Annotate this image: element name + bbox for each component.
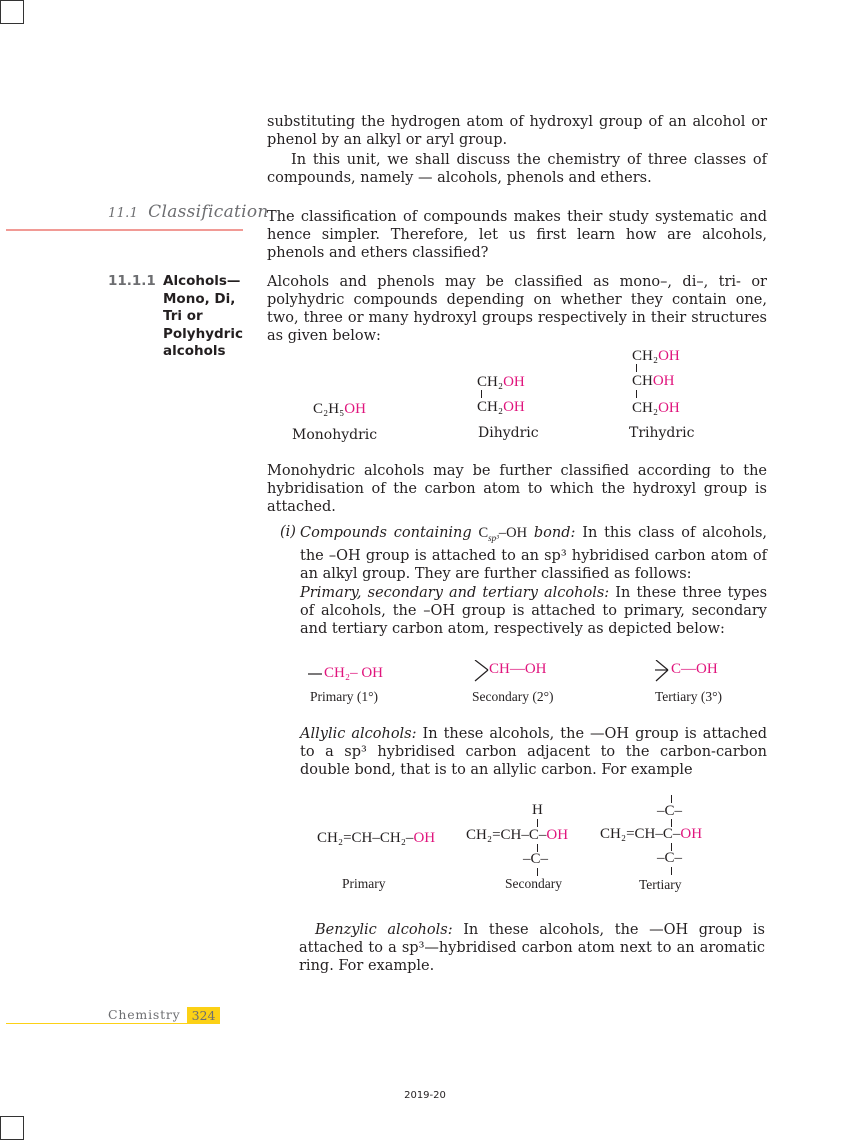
allylic-secondary-formula: CH₂=CH–C–OH xyxy=(466,827,569,843)
allylic-tertiary-branch-top: –C– xyxy=(657,803,683,819)
label-allylic-primary: Primary xyxy=(342,876,386,891)
subsection-number: 11.1.1 xyxy=(108,273,156,289)
section-rule xyxy=(6,229,243,231)
monohydric-formula: C₂H₅OH xyxy=(313,401,366,417)
dihydric-formula-bottom: CH₂OH xyxy=(477,399,525,415)
intro-paragraph-1: substituting the hydrogen atom of hydroxyl group of an alcohol or phenol by an alkyl or aryl group. xyxy=(267,114,767,148)
benzylic-rest: In these alcohols, the —OH group is attached to a sp³—hybridised carbon atom next to an aromatic ring. For example. xyxy=(299,922,765,974)
section-text: The classification of compounds makes their study systematic and hence simpler. Therefore, let us first learn how are alcohols, phenols and ethers classified? xyxy=(267,209,767,261)
subsection-title-line: Tri or xyxy=(163,308,203,324)
label-trihydric: Trihydric xyxy=(629,425,695,441)
bond-line xyxy=(671,867,672,875)
label-allylic-secondary: Secondary xyxy=(505,876,562,891)
further-classification-text: Monohydric alcohols may be further classified according to the hybridisation of the carbon atom to which the hydroxyl group is attached. xyxy=(267,463,767,515)
subsection-text: Alcohols and phenols may be classified as mono–, di–, tri- or polyhydric compounds depending on whether they contain one, two, three or many hydroxyl groups respectively in their structures as given below: xyxy=(267,274,767,344)
label-monohydric: Monohydric xyxy=(292,427,378,443)
bond-line xyxy=(537,819,538,827)
bond-line xyxy=(671,795,672,803)
item-i-text: Compounds containing $C_{sp^3}-OH$ bond: In this class of alcohols, the –OH group is attached to an sp³ hybridised carbon atom of an alkyl group. They are further classified as follows: Primary, secondary and tertiary alcohols: In these three types of alcohols, the –OH group is attached to primary, secondary and tertiary carbon atom, respectively as depicted below: xyxy=(300,525,768,637)
bond-line xyxy=(481,390,482,398)
trihydric-formula-bottom: CH₂OH xyxy=(632,400,680,416)
item-i-rest: In this class of alcohols, the –OH group is attached to an sp³ hybridised carbon atom of an alkyl group. They are further classified as follows: xyxy=(300,525,768,582)
subsection-title-line: alcohols xyxy=(163,343,226,359)
trihydric-formula-top: CH₂OH xyxy=(632,348,680,364)
section-title: Classification xyxy=(148,202,269,222)
section-heading xyxy=(108,202,269,222)
pst-lead: Primary, secondary and tertiary alcohols: xyxy=(300,584,610,601)
footer-page-number: 324 xyxy=(187,1007,220,1024)
primary-formula: CH₂– OH xyxy=(324,665,383,681)
crop-mark-top xyxy=(0,0,24,24)
subsection-title xyxy=(163,273,253,361)
label-allylic-tertiary: Tertiary xyxy=(639,877,682,892)
label-tertiary-degree: Tertiary (3°) xyxy=(655,689,723,704)
allylic-text xyxy=(300,725,767,779)
bond-line xyxy=(537,868,538,876)
trihydric-formula-middle: CHOH xyxy=(632,373,675,389)
label-secondary-degree: Secondary (2°) xyxy=(472,689,554,704)
allylic-tertiary-formula: CH₂=CH–C–OH xyxy=(600,826,703,842)
intro-text xyxy=(267,113,767,187)
benzylic-lead: Benzylic alcohols: xyxy=(315,922,453,938)
tertiary-formula: C—OH xyxy=(671,661,718,677)
bond-line xyxy=(636,390,637,398)
section-number: 11.1 xyxy=(108,206,139,221)
subsection-title-line: Polyhydric xyxy=(163,325,243,342)
footer-year: 2019-20 xyxy=(404,1090,446,1101)
benzylic-text xyxy=(299,921,765,975)
allylic-primary-formula: CH₂=CH–CH₂–OH xyxy=(317,830,436,846)
allylic-tertiary-branch-bottom: –C– xyxy=(657,850,683,866)
label-primary-degree: Primary (1°) xyxy=(310,689,379,704)
allylic-lead: Allylic alcohols: xyxy=(300,726,417,742)
item-i-lead: Compounds containing xyxy=(300,525,472,541)
allylic-secondary-h: H xyxy=(532,802,543,818)
allylic-rest: In these alcohols, the —OH group is attached to a sp³ hybridised carbon adjacent to the carbon-carbon double bond, that is to an allylic carbon. For example xyxy=(300,726,768,778)
allylic-secondary-branch: –C– xyxy=(523,851,549,867)
subsection-title-line: Mono, Di, xyxy=(163,290,236,307)
dihydric-formula-top: CH₂OH xyxy=(477,374,525,390)
crop-mark-bottom xyxy=(0,1116,24,1140)
bond-formula: $C_{sp^3}-OH$ xyxy=(478,525,528,543)
secondary-formula: CH—OH xyxy=(489,661,547,677)
item-marker: (i) xyxy=(280,524,296,540)
label-dihydric: Dihydric xyxy=(478,425,539,441)
pst-rest: In these three types of alcohols, the –OH group is attached to primary, secondary and tertiary carbon atom, respectively as depicted below: xyxy=(300,584,768,637)
subsection-title-line: Alcohols— xyxy=(163,273,241,289)
intro-paragraph-2: In this unit, we shall discuss the chemistry of three classes of compounds, namely — alcohols, phenols and ethers. xyxy=(267,152,767,186)
footer-rule xyxy=(6,1023,216,1024)
footer-subject: Chemistry xyxy=(108,1007,181,1022)
bond-line xyxy=(636,364,637,372)
